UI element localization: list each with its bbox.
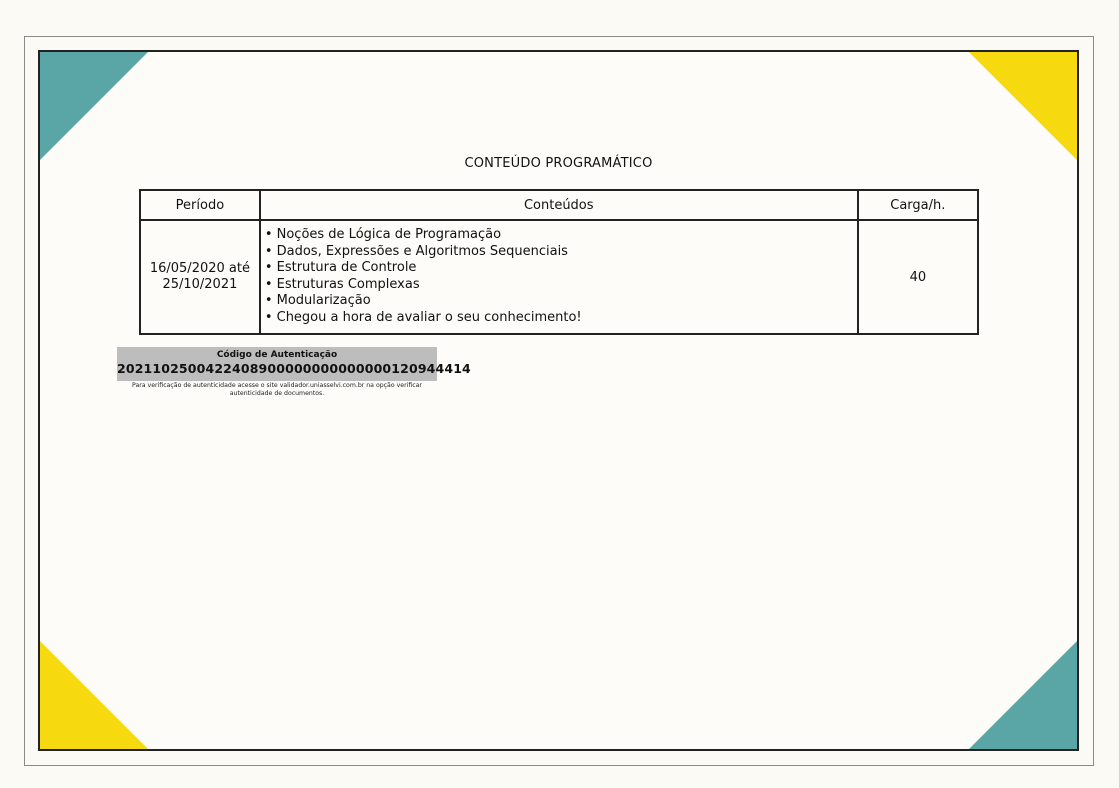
header-periodo: Período [140,190,260,220]
list-item: • Dados, Expressões e Algoritmos Sequenciais [264,243,568,259]
carga-cell: 40 [858,220,978,334]
periodo-start: 16/05/2020 até [149,261,250,276]
authentication-code: 2021102500422408900000000000000120944414 [117,361,471,376]
authentication-box [117,347,471,381]
authentication-note: Para verificação de autenticidade acesse o site validador.uniasselvi.com.br na opção verificar autenticidade de documentos. [132,382,422,397]
corner-decoration-bottom-left [40,641,148,749]
corner-decoration-top-left [40,52,148,160]
table-row [140,220,978,334]
periodo-end: 25/10/2021 [162,277,238,292]
list-item: • Estruturas Complexas [264,276,420,292]
header-conteudos: Conteúdos [260,190,858,220]
inner-frame [38,50,1079,751]
list-item: • Estrutura de Controle [264,260,417,276]
list-item: • Noções de Lógica de Programação [264,227,502,242]
conteudos-cell [260,220,858,334]
header-carga: Carga/h. [858,190,978,220]
authentication-label: Código de Autenticação [216,350,338,360]
corner-decoration-bottom-right [969,641,1077,749]
content-table [139,189,979,335]
corner-decoration-top-right [969,52,1077,160]
list-item: • Modularização [264,293,371,309]
list-item: • Chegou a hora de avaliar o seu conhecimento! [264,309,582,325]
periodo-cell [140,220,260,334]
page-title: CONTEÚDO PROGRAMÁTICO [464,156,653,171]
table-header-row [140,190,978,220]
